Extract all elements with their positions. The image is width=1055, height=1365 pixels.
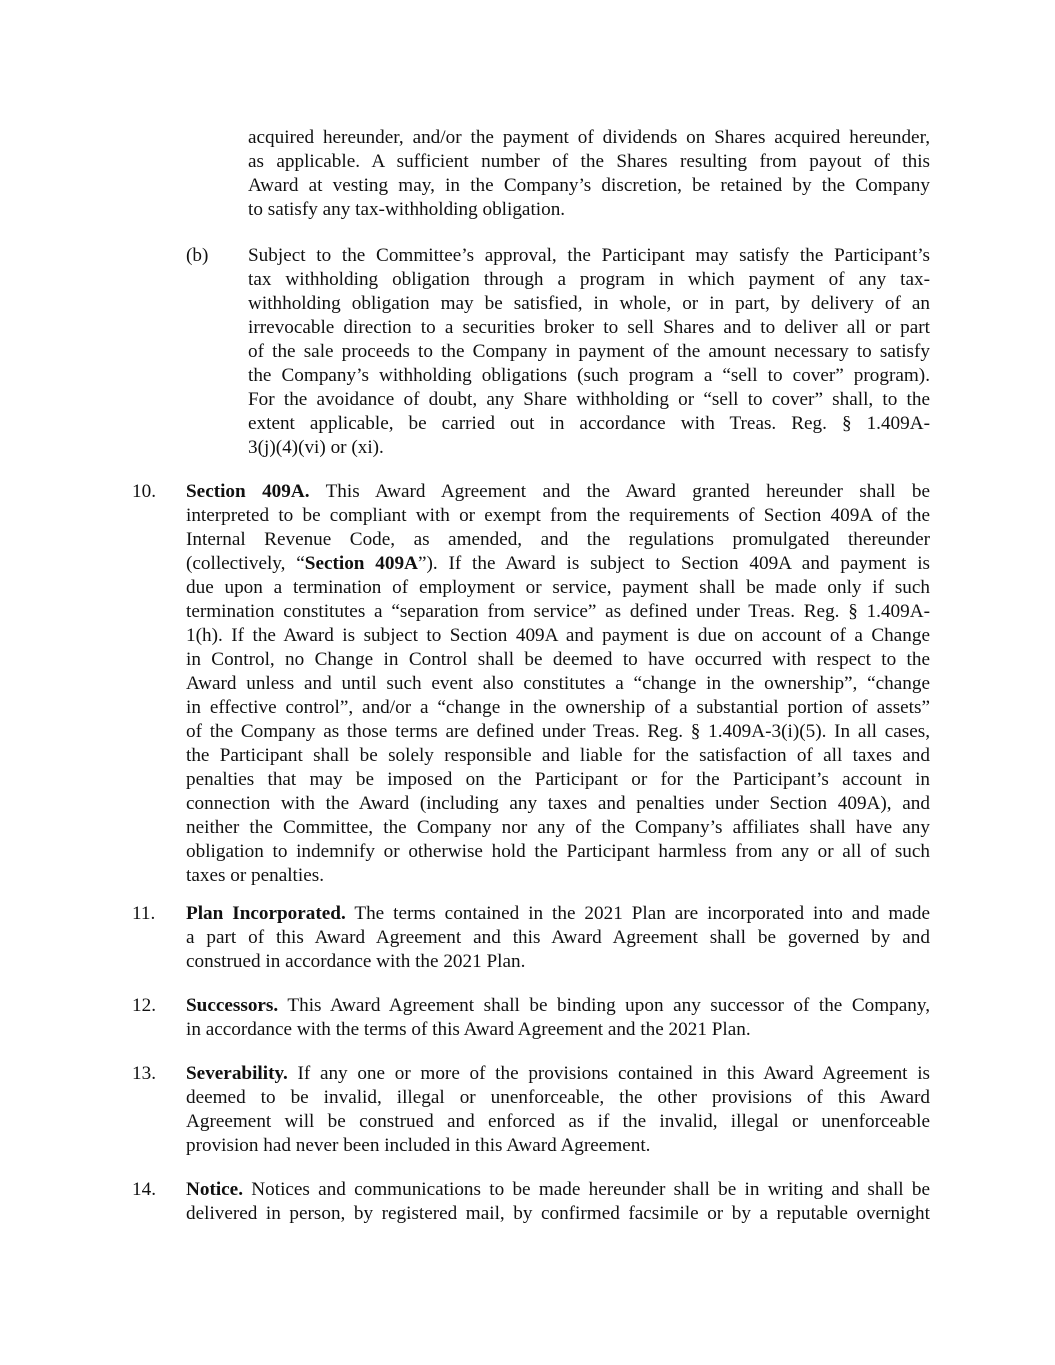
text-line [186,994,930,1018]
text-line: of the sale proceeds to the Company in payment of the amount necessary to satisfy [248,341,930,362]
text-line [186,552,930,576]
text-span: This Award Agreement and the Award granted hereunder shall be [309,481,930,502]
text-line: as applicable. A sufficient number of the Shares resulting from payout of this [248,151,930,172]
text-line: taxes or penalties. [186,865,324,886]
text-line: in effective control”, and/or a “change in the ownership of a substantial portion of assets” [186,697,930,718]
text-line: the Participant shall be solely responsible and liable for the satisfaction of all taxes and [186,745,930,766]
text-line: connection with the Award (including any taxes and penalties under Section 409A), and [186,793,930,814]
text-line: a part of this Award Agreement and this Award Agreement shall be governed by and [186,927,930,948]
text-line: 1(h). If the Award is subject to Section 409A and payment is due on account of a Change [186,625,930,646]
text-span: The terms contained in the 2021 Plan are incorporated into and made [345,903,930,924]
subsection-label: (b) [186,245,209,266]
text-span: If any one or more of the provisions contained in this Award Agreement is [287,1063,930,1084]
text-line: in Control, no Change in Control shall be deemed to have occurred with respect to the [186,649,930,670]
text-line [186,480,930,504]
text-line: Internal Revenue Code, as amended, and the regulations promulgated thereunder [186,529,930,550]
text-line: 3(j)(4)(vi) or (xi). [248,437,384,458]
text-line: neither the Committee, the Company nor any of the Company’s affiliates shall have any [186,817,930,838]
text-span: ”). If the Award is subject to Section 409A and payment is [417,553,931,574]
text-line: termination constitutes a “separation from service” as defined under Treas. Reg. § 1.409A- [186,601,930,622]
text-span: (collectively, “ [186,553,305,574]
text-line: Agreement will be construed and enforced as if the invalid, illegal or unenforceable [186,1111,930,1132]
text-line: delivered in person, by registered mail, by confirmed facsimile or by a reputable overnight [186,1203,930,1224]
text-line: deemed to be invalid, illegal or unenforceable, the other provisions of this Award [186,1087,930,1108]
text-line: For the avoidance of doubt, any Share withholding or “sell to cover” shall, to the [248,389,930,410]
text-line: provision had never been included in this Award Agreement. [186,1135,651,1156]
section-number: 10. [132,481,156,502]
section-heading: Successors. [186,995,279,1016]
text-line: tax withholding obligation through a program in which payment of any tax- [248,269,930,290]
section-number: 11. [132,903,156,924]
text-line: due upon a termination of employment or service, payment shall be made only if such [186,577,930,598]
section-heading: Notice. [186,1179,244,1200]
text-line: the Company’s withholding obligations (such program a “sell to cover” program). [248,365,930,386]
text-line: penalties that may be imposed on the Participant or for the Participant’s account in [186,769,930,790]
text-line: obligation to indemnify or otherwise hold the Participant harmless from any or all of such [186,841,930,862]
text-line [186,1062,930,1086]
defined-term: Section 409A [304,553,418,574]
text-line: construed in accordance with the 2021 Plan. [186,951,526,972]
section-heading: Plan Incorporated. [186,903,346,924]
text-line: in accordance with the terms of this Award Agreement and the 2021 Plan. [186,1019,751,1040]
section-heading: Severability. [186,1063,288,1084]
text-line: Subject to the Committee’s approval, the Participant may satisfy the Participant’s [248,245,930,266]
section-number: 13. [132,1063,156,1084]
text-line: Award at vesting may, in the Company’s discretion, be retained by the Company [248,175,930,196]
section-heading: Section 409A. [186,481,310,502]
section-number: 12. [132,995,156,1016]
text-span: Notices and communications to be made hereunder shall be in writing and shall be [243,1179,930,1200]
text-line: of the Company as those terms are defined under Treas. Reg. § 1.409A-3(i)(5). In all cases, [186,721,930,742]
text-line: withholding obligation may be satisfied, in whole, or in part, by delivery of an [248,293,930,314]
text-line: to satisfy any tax-withholding obligation. [248,199,566,220]
text-line: Award unless and until such event also constitutes a “change in the ownership”, “change [186,673,930,694]
text-line [186,1178,930,1202]
text-span: This Award Agreement shall be binding upon any successor of the Company, [278,995,930,1016]
text-line: interpreted to be compliant with or exempt from the requirements of Section 409A of the [186,505,930,526]
section-number: 14. [132,1179,156,1200]
text-line: extent applicable, be carried out in accordance with Treas. Reg. § 1.409A- [248,413,930,434]
text-line [186,902,930,926]
text-line: acquired hereunder, and/or the payment of dividends on Shares acquired hereunder, [248,127,930,148]
text-line: irrevocable direction to a securities broker to sell Shares and to deliver all or part [248,317,930,338]
